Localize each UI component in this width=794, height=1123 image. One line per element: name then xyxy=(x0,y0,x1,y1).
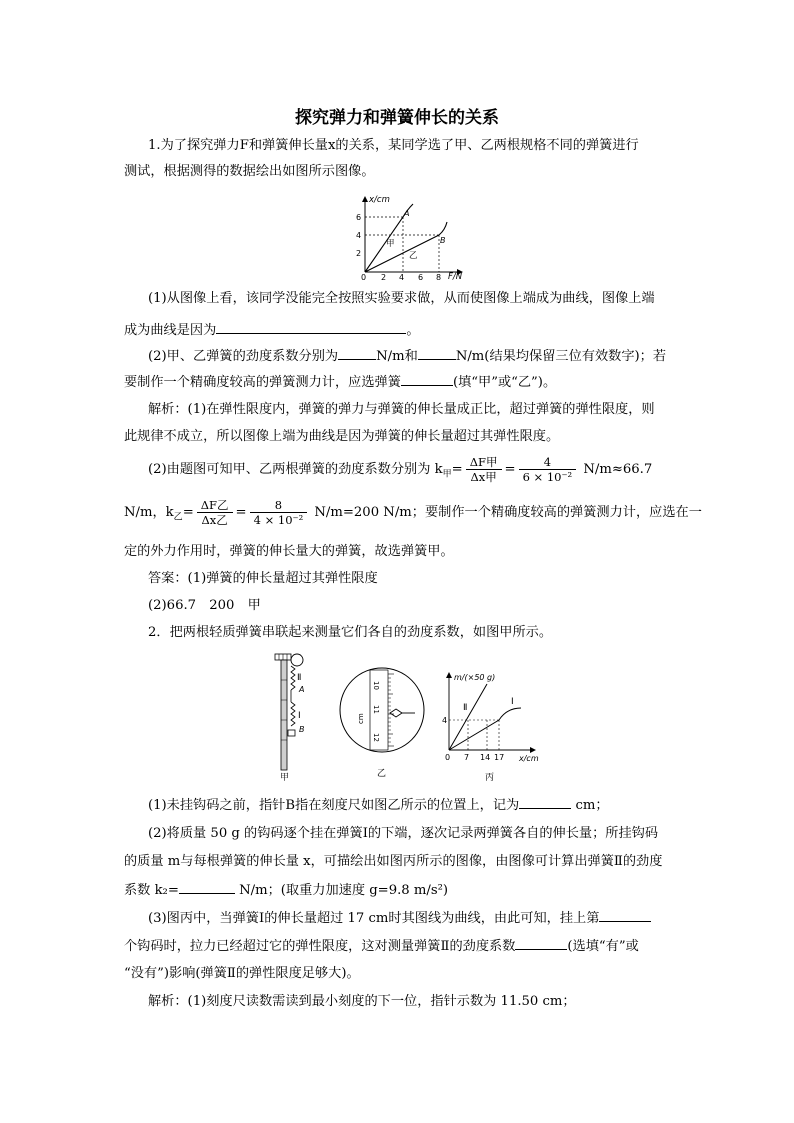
ruler-mark-10: 10 xyxy=(372,681,380,690)
subscript-yi: 乙 xyxy=(173,512,183,523)
caption-jia: 甲 xyxy=(280,773,290,783)
fig2-y-axis-label: m/(×50 g) xyxy=(454,673,496,682)
q1-line-1: 1.为了探究弹力F和弹簧伸长量x的关系，某同学选了甲、乙两根规格不同的弹簧进行 xyxy=(148,138,639,153)
q1-part2-text-e: (填“甲”或“乙”)。 xyxy=(452,375,557,390)
fig1-x-tick: 4 xyxy=(399,273,405,280)
fig1-point-a: A xyxy=(404,209,410,218)
fig1-label-yi: 乙 xyxy=(409,251,418,261)
fig1-y-tick: 6 xyxy=(356,213,362,222)
q1-part1-line1: (1)从图像上看，该同学没能完全按照实验要求做，从而使图像上端成为曲线，图像上端 xyxy=(148,291,655,306)
fig1-line-yi xyxy=(365,222,447,272)
q2-part2-line3 xyxy=(124,881,680,900)
fig1-label-jia: 甲 xyxy=(386,239,395,249)
fig2-ruler-zoom xyxy=(340,668,424,779)
q1-part1-line2 xyxy=(124,321,680,340)
q1-solution-line3: (2)由题图可知甲、乙两根弹簧的劲度系数分别为 $k_甲=$ $\frac{\text{ΔF甲}}{\text{Δx甲}}$ = $\frac{4}{\text{6 × 10⁻²}}$ N/m≈66.7 xyxy=(148,455,653,484)
q1-answer-line2: (2)66.7 200 甲 xyxy=(148,598,261,613)
q2-line-1: 2．把两根轻质弹簧串联起来测量它们各自的劲度系数，如图甲所示。 xyxy=(148,625,553,640)
q2-part3-line1 xyxy=(148,909,680,928)
fraction-delta-jia xyxy=(466,455,502,484)
spring-1-label: Ⅰ xyxy=(298,711,301,721)
fraction-denominator: Δx甲 xyxy=(470,470,497,484)
answer-blank-1-2a[interactable] xyxy=(338,347,376,360)
fig2-curve-2-label: Ⅱ xyxy=(463,703,468,713)
q2-part1-text: (1)未挂钩码之前，指针B指在刻度尺如图乙所示的位置上，记为 xyxy=(148,798,520,813)
fig1-y-tick: 2 xyxy=(356,249,362,258)
fig1-x-tick: 6 xyxy=(418,273,424,280)
q1-solution-line1: 解析：(1)在弹性限度内，弹簧的弹力与弹簧的伸长量成正比，超过弹簧的弹性限度，则 xyxy=(148,402,655,417)
fig2-curve-1-label: Ⅰ xyxy=(511,697,514,707)
q1-part2-text-d: 要制作一个精确度较高的弹簧测力计，应选弹簧 xyxy=(124,375,401,390)
fig2-x-axis-label: x/cm xyxy=(519,754,539,763)
q1-solution-result-jia: N/m≈66.7 xyxy=(579,462,653,477)
q1-solution-text: (2)由题图可知甲、乙两根弹簧的劲度系数分别为 k xyxy=(148,462,443,477)
answer-blank-2-3b[interactable] xyxy=(515,937,567,950)
answer-blank-1-2b[interactable] xyxy=(418,347,456,360)
answer-blank-2-2[interactable] xyxy=(179,881,235,894)
q2-part2-text-a: 系数 k₂= xyxy=(124,883,179,898)
fraction-numerator: ΔF甲 xyxy=(466,455,502,470)
ruler-mark-12: 12 xyxy=(372,733,380,742)
q1-solution-result-yi: N/m=200 N/m；要制作一个精确度较高的弹簧测力计，应选在一 xyxy=(310,505,702,520)
ruler-mark-11: 11 xyxy=(372,705,380,714)
q1-line-2: 测试，根据测得的数据绘出如图所示图像。 xyxy=(124,164,375,179)
fig1-y-axis-label: x/cm xyxy=(369,195,390,205)
q1-answer-line1: 答案：(1)弹簧的伸长量超过其弹性限度 xyxy=(148,571,378,586)
fraction-value-jia xyxy=(519,455,577,484)
equals-sign: = xyxy=(451,462,463,477)
fraction-numerator: 4 xyxy=(519,455,577,470)
q2-part2-line2: 的质量 m与每根弹簧的伸长量 x，可描绘出如图丙所示的图像，由图像可计算出弹簧Ⅱ的劲度 xyxy=(124,854,663,869)
fraction-denominator: 4 × 10⁻² xyxy=(253,513,304,527)
q2-part1-unit: cm； xyxy=(571,798,609,813)
q1-part2-text-a: (2)甲、乙弹簧的劲度系数分别为 xyxy=(148,349,339,364)
q1-part2-text-c: N/m(结果均保留三位有效数字)；若 xyxy=(455,349,667,364)
caption-yi: 乙 xyxy=(377,769,387,779)
answer-blank-2-3a[interactable] xyxy=(599,909,651,922)
fraction-denominator: 6 × 10⁻² xyxy=(522,470,573,484)
q2-part3-text-a: (3)图丙中，当弹簧Ⅰ的伸长量超过 17 cm时其图线为曲线，由此可知，挂上第 xyxy=(148,911,600,926)
fig2-x-tick: 0 xyxy=(445,753,451,762)
fig2-graph xyxy=(442,672,539,783)
fig1-x-tick: 2 xyxy=(381,273,387,280)
caption-bing: 丙 xyxy=(485,773,495,783)
q1-solution-line2: 此规律不成立，所以图像上端为曲线是因为弹簧的伸长量超过其弹性限度。 xyxy=(124,429,560,444)
fig2-x-tick: 7 xyxy=(464,753,470,762)
fig2-x-tick: 14 xyxy=(480,753,491,762)
ruler-unit-cm: cm xyxy=(357,713,365,724)
fig1-y-tick: 4 xyxy=(356,231,362,240)
q1-part2-line1 xyxy=(148,347,680,366)
pointer-b-label: B xyxy=(299,725,305,734)
fraction-numerator: ΔF乙 xyxy=(197,498,233,513)
q1-part2-line2 xyxy=(124,373,680,392)
fig1-x-tick: 8 xyxy=(436,273,442,280)
fraction-numerator: 8 xyxy=(250,498,308,513)
q1-part1-text: 成为曲线是因为 xyxy=(124,323,217,338)
pointer-b-marker xyxy=(390,709,402,717)
q2-part3-line3: “没有”)影响(弹簧Ⅱ的弹性限度足够大)。 xyxy=(124,966,360,981)
q1-solution-text: N/m，k xyxy=(124,505,174,520)
q1-part1-end: 。 xyxy=(406,323,420,338)
pointer-a-label: A xyxy=(299,685,305,694)
fig1-x-tick: 0 xyxy=(361,273,367,280)
q2-solution-line1: 解析：(1)刻度尺读数需读到最小刻度的下一位，指针示数为 11.50 cm； xyxy=(148,994,576,1009)
page-title: 探究弹力和弹簧伸长的关系 xyxy=(295,108,499,128)
fig1-x-axis-label: F/N xyxy=(448,272,463,280)
answer-blank-1-2c[interactable] xyxy=(401,373,453,386)
answer-blank-1-1[interactable] xyxy=(216,321,406,334)
fraction-value-yi xyxy=(250,498,308,527)
q1-solution-line5: 定的外力作用时，弹簧的伸长量大的弹簧，故选弹簧甲。 xyxy=(124,544,454,559)
q1-part2-text-b: N/m和 xyxy=(376,349,418,364)
answer-blank-2-1[interactable] xyxy=(519,796,571,809)
spring-2-label: Ⅱ xyxy=(297,673,302,683)
fraction-denominator: Δx乙 xyxy=(201,513,228,527)
fig1-point-b: B xyxy=(440,236,446,245)
q2-part3-text-c: (选填“有”或 xyxy=(567,939,639,954)
figure-1-graph xyxy=(345,190,475,280)
fig2-line-1 xyxy=(449,708,521,750)
q1-solution-line4: N/m，$k_乙=$ $\frac{\text{ΔF乙}}{\text{Δx乙}}$ = $\frac{8}{\text{4 × 10⁻²}}$ N/m=200 N/m；要制作一个精确度较高的弹簧测力计，应选在一 xyxy=(124,498,702,527)
q2-part2-line1: (2)将质量 50 g 的钩码逐个挂在弹簧Ⅰ的下端，逐次记录两弹簧各自的伸长量；所挂钩码 xyxy=(148,826,659,841)
q2-part1-line xyxy=(148,796,680,815)
q2-part3-text-b: 个钩码时，拉力已经超过它的弹性限度，这对测量弹簧Ⅱ的劲度系数 xyxy=(124,939,516,954)
fig2-apparatus xyxy=(275,654,305,783)
q2-part2-text-b: N/m；(取重力加速度 g=9.8 m/s²) xyxy=(234,883,449,898)
fig2-y-tick: 4 xyxy=(442,716,448,725)
fig2-x-tick: 17 xyxy=(494,753,505,762)
q2-part3-line2 xyxy=(124,937,680,956)
fraction-delta-yi xyxy=(197,498,233,527)
subscript-jia: 甲 xyxy=(442,469,452,480)
figure-2 xyxy=(265,650,545,784)
